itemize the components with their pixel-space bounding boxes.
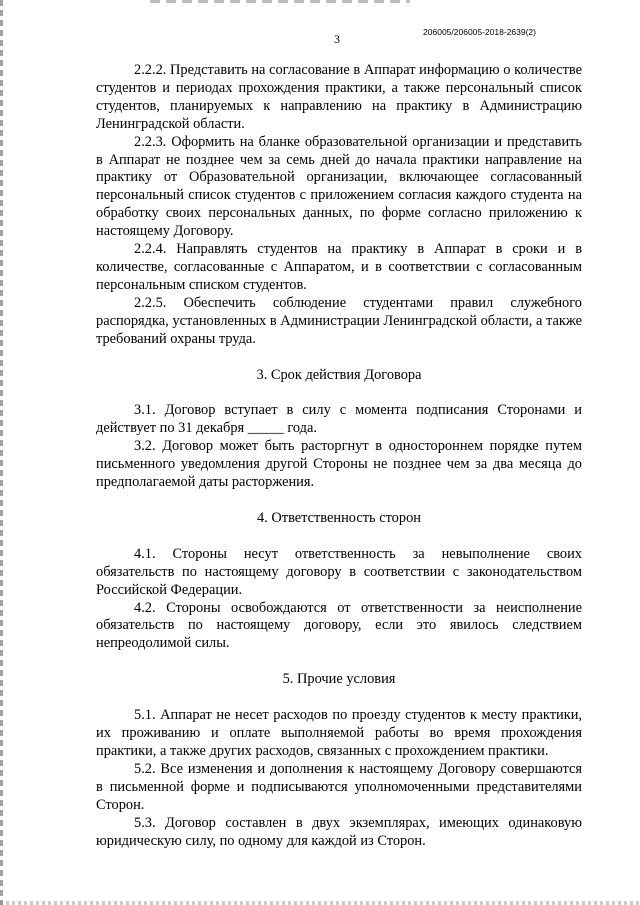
- clause-2-2-4: 2.2.4. Направлять студентов на практику в Аппарат в сроки и в количестве, согласованные с Аппаратом, и в соответствии с согласованным персональным списком студентов.: [96, 241, 582, 293]
- clause-3-2: 3.2. Договор может быть расторгнут в одностороннем порядке путем письменного уведомления другой Стороны не позднее чем за два месяца до предполагаемой даты расторжения.: [96, 438, 582, 491]
- document-body: [96, 62, 582, 850]
- clause-3-1: 3.1. Договор вступает в силу с момента подписания Сторонами и действует по 31 декабря _____ года.: [96, 402, 582, 437]
- clause-4-1: 4.1. Стороны несут ответственность за невыполнение своих обязательств по настоящему договору в соответствии с законодательством Российской Федерации.: [96, 545, 582, 598]
- scan-edge-bottom: [0, 901, 640, 905]
- section-3-heading: 3. Срок действия Договора: [256, 366, 422, 383]
- clause-5-2: 5.2. Все изменения и дополнения к настоящему Договору совершаются в письменной форме и подписываются уполномоченными представителями Сторон.: [96, 760, 582, 813]
- section-4: [96, 546, 582, 653]
- clause-2-2-2: 2.2.2. Представить на согласование в Аппарат информацию о количестве студентов и периодах прохождения практики, а также персональный список студентов, планируемых к направлению на практику в Администрацию Ленинградской области.: [96, 62, 582, 132]
- section-5: [96, 707, 582, 850]
- section-2-continued: [96, 62, 582, 349]
- registration-id: 206005/206005-2018-2639(2): [423, 27, 536, 37]
- section-4-heading: 4. Ответственность сторон: [257, 509, 421, 526]
- clause-5-3: 5.3. Договор составлен в двух экземплярах, имеющих одинаковую юридическую силу, по одному для каждой из Сторон.: [96, 814, 582, 849]
- clause-2-2-5: 2.2.5. Обеспечить соблюдение студентами правил служебного распорядка, установленных в Администрации Ленинградской области, а также требований охраны труда.: [96, 294, 582, 347]
- clause-5-1: 5.1. Аппарат не несет расходов по проезду студентов к месту практики, их проживанию и оплате выполняемой работы во время прохождения практики, а также других расходов, связанных с прохождением практики.: [96, 707, 582, 759]
- clause-2-2-3: 2.2.3. Оформить на бланке образовательной организации и представить в Аппарат не позднее чем за семь дней до начала практики направление на практику от Образовательной организации, включающее согласованный персональный список студентов с приложением согласия каждого студента на обработку своих персональных данных, по форме согласно приложению к настоящему Договору.: [96, 133, 582, 240]
- section-5-heading: 5. Прочие условия: [282, 671, 396, 688]
- page-number: 3: [334, 32, 340, 46]
- scan-edge-left: [0, 0, 3, 905]
- section-3: [96, 402, 582, 492]
- scan-edge-top: [150, 0, 410, 3]
- clause-4-2: 4.2. Стороны освобождаются от ответственности за неисполнение обязательств по настоящему договору, если это явилось следствием непреодолимой силы.: [96, 599, 582, 652]
